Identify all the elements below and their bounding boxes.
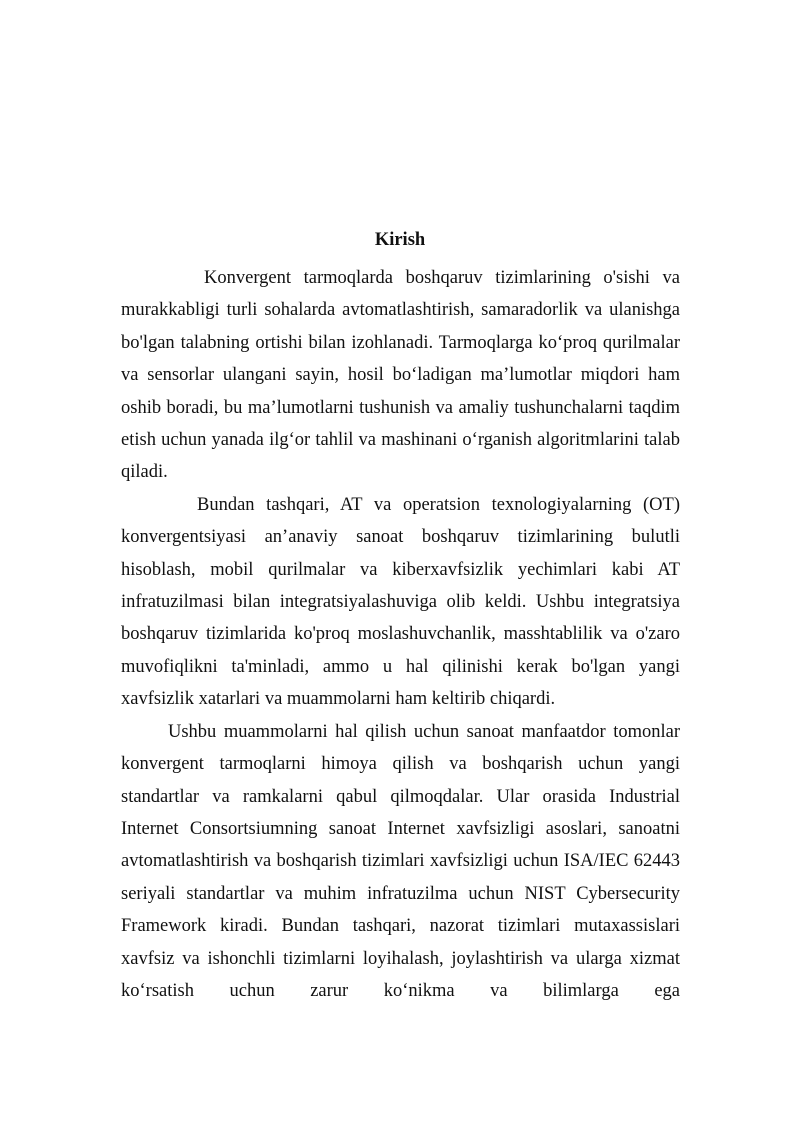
paragraph-3: Ushbu muammolarni hal qilish uchun sanoat manfaatdor tomonlar konvergent tarmoqlarni himoya qilish va boshqarish uchun yangi standartlar va ramkalarni qabul qilmoqdalar. Ular orasida Industrial Internet Consortsiumning sanoat Internet xavfsizligi asoslari, sanoatni avtomatlashtirish va boshqarish tizimlari xavfsizligi uchun ISA/IEC 62443 seriyali standartlar va muhim infratuzilma uchun NIST Cybersecurity Framework kiradi. Bundan tashqari, nazorat tizimlari mutaxassislari xavfsiz va ishonchli tizimlarni loyihalash, joylashtirish va ularga xizmat ko‘rsatish uchun zarur ko‘nikma va bilimlarga ega	[121, 721, 680, 1001]
body-text	[121, 262, 680, 1007]
section-title: Kirish	[374, 230, 426, 250]
paragraph-2: Bundan tashqari, AT va operatsion texnologiyalarning (OT) konvergentsiyasi an’anaviy sanoat boshqaruv tizimlarining bulutli hisoblash, mobil qurilmalar va kiberxavfsizlik yechimlari kabi AT infratuzilmasi bilan integratsiyalashuviga olib keldi. Ushbu integratsiya boshqaruv tizimlarida ko'proq moslashuvchanlik, masshtablilik va o'zaro muvofiqlikni ta'minladi, ammo u hal qilinishi kerak bo'lgan yangi xavfsizlik xatarlari va muammolarni ham keltirib chiqardi.	[121, 494, 680, 710]
paragraph-1: Konvergent tarmoqlarda boshqaruv tizimlarining o'sishi va murakkabligi turli sohalarda avtomatlashtirish, samaradorlik va ulanishga bo'lgan talabning ortishi bilan izohlanadi. Tarmoqlarga ko‘proq qurilmalar va sensorlar ulangani sayin, hosil bo‘ladigan ma’lumotlar miqdori ham oshib boradi, bu ma’lumotlarni tushunish va amaliy tushunchalarni taqdim etish uchun yanada ilg‘or tahlil va mashinani o‘rganish algoritmlarini talab qiladi.	[121, 268, 680, 483]
